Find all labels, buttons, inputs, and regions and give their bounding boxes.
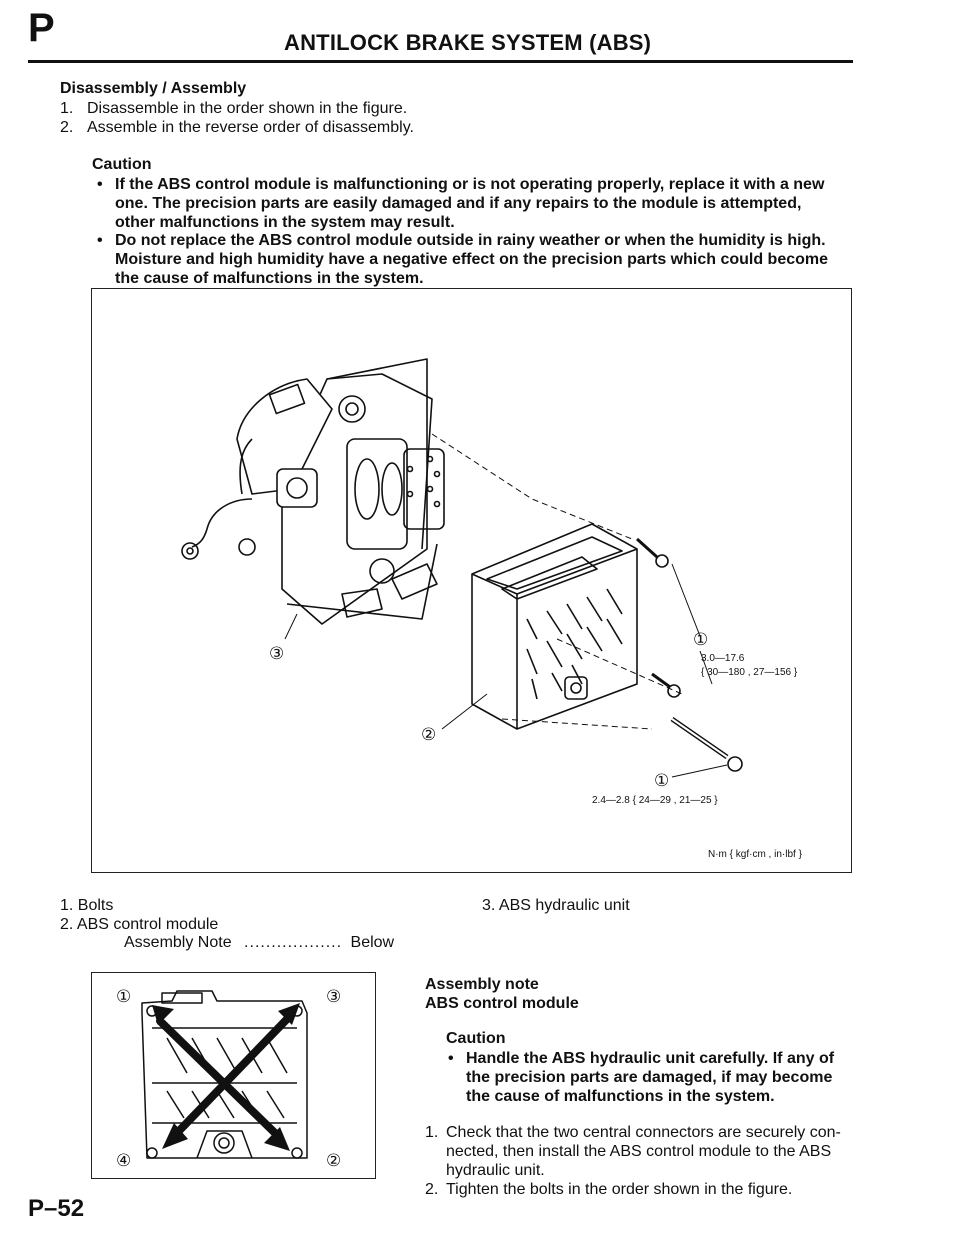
step-number: 2. — [425, 1181, 439, 1198]
order-callout-3: ③ — [326, 987, 342, 1006]
page-title: ANTILOCK BRAKE SYSTEM (ABS) — [284, 30, 652, 55]
step-number: 1. — [60, 100, 74, 117]
assembly-note-ref-page: Below — [350, 934, 395, 951]
bolt-order-figure — [91, 972, 376, 1179]
step-line: Tighten the bolts in the order shown in the figure. — [446, 1181, 793, 1198]
assembly-note-ref-label: Assembly Note — [124, 934, 232, 951]
order-callout-4: ④ — [116, 1151, 132, 1170]
bullet-line: the precision parts are damaged, if may become — [466, 1069, 833, 1086]
bullet-line: Moisture and high humidity have a negative effect on the precision parts which could become — [115, 251, 829, 268]
torque-upper-line-1: 3.0—17.6 — [701, 653, 745, 664]
legend-item-2-sub — [124, 933, 394, 952]
exploded-view-drawing — [92, 289, 851, 872]
callout-3: ③ — [269, 644, 285, 663]
disassembly-title: Disassembly / Assembly — [60, 80, 247, 97]
step-text: Assemble in the reverse order of disassembly. — [87, 119, 414, 136]
order-callout-2: ② — [326, 1151, 342, 1170]
legend-item-1: 1. Bolts — [60, 897, 114, 914]
torque-lower: 2.4—2.8 { 24—29 , 21—25 } — [592, 795, 718, 806]
assembly-step-1 — [425, 1123, 841, 1180]
callout-1-upper: ① — [693, 630, 709, 649]
callout-2: ② — [421, 725, 437, 744]
step-number: 1. — [425, 1124, 439, 1141]
disassembly-step-2 — [60, 118, 414, 137]
bullet-line: If the ABS control module is malfunctioning or is not operating properly, replace it with a new — [115, 176, 825, 193]
bullet-line: the cause of malfunctions in the system. — [115, 270, 424, 287]
assembly-caution-bullet — [448, 1049, 835, 1106]
page-number: P–52 — [28, 1195, 85, 1222]
assembly-caution-title: Caution — [446, 1030, 506, 1047]
bullet-dot: • — [448, 1050, 454, 1067]
caution-bullet-2 — [97, 231, 829, 288]
torque-upper-line-2: { 30—180 , 27—156 } — [701, 667, 798, 678]
assembly-note-heading — [425, 975, 579, 1013]
assembly-note-subtitle: ABS control module — [425, 995, 579, 1012]
step-number: 2. — [60, 119, 74, 136]
section-letter: P — [28, 6, 55, 50]
bullet-line: one. The precision parts are easily damaged and if any repairs to the module is attempted, — [115, 195, 802, 212]
callout-1-lower: ① — [654, 771, 670, 790]
step-line: nected, then install the ABS control module to the ABS — [446, 1143, 832, 1160]
step-text: Disassemble in the order shown in the figure. — [87, 100, 408, 117]
legend-item-3: 3. ABS hydraulic unit — [482, 897, 630, 914]
step-line: hydraulic unit. — [446, 1162, 545, 1179]
order-callout-1: ① — [116, 987, 132, 1006]
step-line: Check that the two central connectors are securely con- — [446, 1124, 841, 1141]
caution-title: Caution — [92, 156, 152, 173]
dot-leader: .................. — [244, 934, 343, 951]
bullet-dot: • — [97, 176, 103, 193]
torque-units: N·m { kgf·cm , in·lbf } — [708, 849, 802, 860]
exploded-view-figure — [91, 288, 852, 873]
caution-bullet-1 — [97, 175, 825, 232]
bullet-line: the cause of malfunctions in the system. — [466, 1088, 775, 1105]
header-rule — [28, 60, 853, 63]
bullet-line: other malfunctions in the system may result. — [115, 214, 455, 231]
legend-item-2: 2. ABS control module — [60, 916, 219, 933]
disassembly-step-1 — [60, 99, 407, 118]
bullet-line: Do not replace the ABS control module outside in rainy weather or when the humidity is high. — [115, 232, 826, 249]
assembly-step-2 — [425, 1180, 792, 1199]
bullet-line: Handle the ABS hydraulic unit carefully. If any of — [466, 1050, 835, 1067]
bullet-dot: • — [97, 232, 103, 249]
assembly-note-title: Assembly note — [425, 976, 539, 993]
